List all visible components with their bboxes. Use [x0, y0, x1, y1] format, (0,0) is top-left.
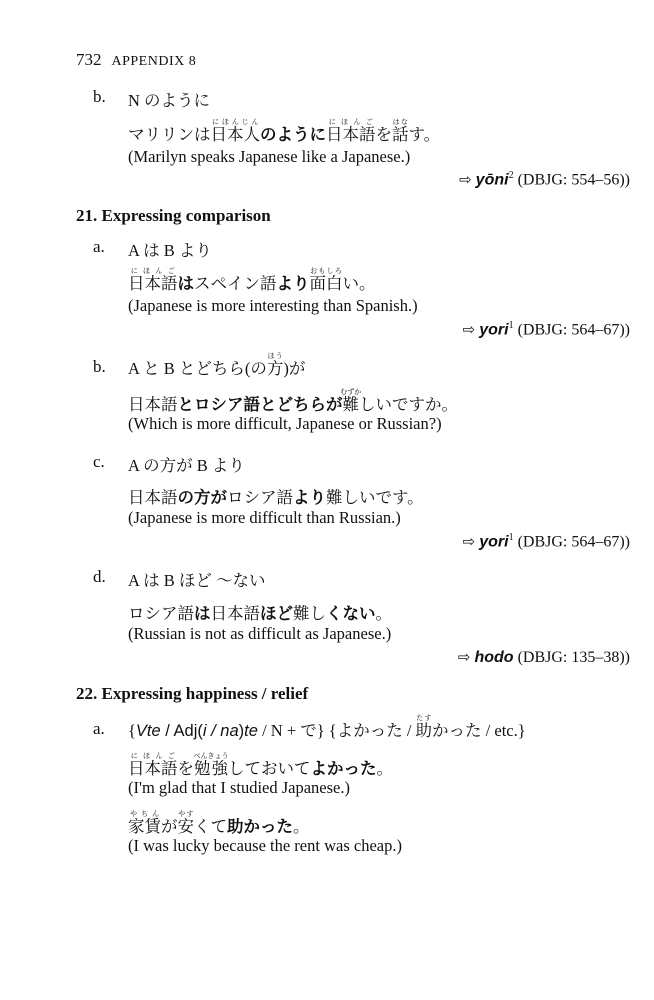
grammar-pattern: {Vte / Adj(i / na)te / N + で} {よかった / 助たすかった / etc.}	[128, 714, 526, 740]
item-label-b: b.	[93, 87, 106, 106]
japanese-example: マリリンは日本人にほんじんのように日本語にほんごを話はなす。	[128, 118, 441, 144]
japanese-example: 日本語にほんごを勉強べんきょうしておいてよかった。	[128, 752, 393, 778]
japanese-example: 日本語にほんごはスペイン語より面白おもしろい。	[128, 267, 376, 293]
english-translation: (Which is more difficult, Japanese or Russian?)	[128, 414, 442, 433]
item-label-a: a.	[93, 719, 105, 738]
english-translation: (Marilyn speaks Japanese like a Japanese.)	[128, 147, 411, 166]
english-translation: (Japanese is more difficult than Russian.)	[128, 508, 401, 527]
japanese-example: 日本語の方がロシア語より難しいです。	[128, 488, 424, 507]
grammar-pattern: N のように	[128, 91, 211, 110]
page-number: 732	[76, 50, 102, 69]
cross-reference: ⇨ yori$^1$ (DBJG: 564–67))	[462, 532, 630, 551]
section-heading: 21. Expressing comparison	[76, 206, 271, 225]
english-translation: (I'm glad that I studied Japanese.)	[128, 778, 350, 797]
item-label-a: a.	[93, 237, 105, 256]
arrow-right-icon: ⇨	[462, 532, 476, 551]
item-label-c: c.	[93, 452, 105, 471]
grammar-pattern: A と B とどちら(の方ほう)が	[128, 352, 306, 378]
grammar-pattern: A は B より	[128, 241, 212, 260]
arrow-right-icon: ⇨	[459, 170, 472, 189]
english-translation: (Russian is not as difficult as Japanese.)	[128, 624, 392, 643]
japanese-example: ロシア語は日本語ほど難しくない。	[128, 604, 392, 623]
cross-reference: ⇨ hodo (DBJG: 135–38))	[457, 648, 630, 666]
arrow-right-icon: ⇨	[457, 648, 471, 666]
appendix-title: APPENDIX 8	[111, 54, 197, 69]
section-heading: 22. Expressing happiness / relief	[76, 684, 309, 703]
japanese-example: 家賃やちんが安やすくて助かった。	[128, 810, 310, 836]
grammar-pattern: A の方が B より	[128, 456, 245, 475]
cross-reference: ⇨ yori$^1$ (DBJG: 564–67))	[462, 320, 630, 339]
english-translation: (Japanese is more interesting than Spanish.)	[128, 296, 418, 315]
grammar-pattern: A は B ほど ～ない	[128, 571, 266, 590]
japanese-example: 日本語とロシア語とどちらが難むずかしいですか。	[128, 388, 458, 414]
running-header	[76, 50, 196, 70]
english-translation: (I was lucky because the rent was cheap.)	[128, 836, 402, 855]
arrow-right-icon: ⇨	[462, 320, 476, 339]
item-label-d: d.	[93, 567, 106, 586]
cross-reference: ⇨ yōni$^2$ (DBJG: 554–56))	[459, 170, 630, 189]
item-label-b: b.	[93, 357, 106, 376]
